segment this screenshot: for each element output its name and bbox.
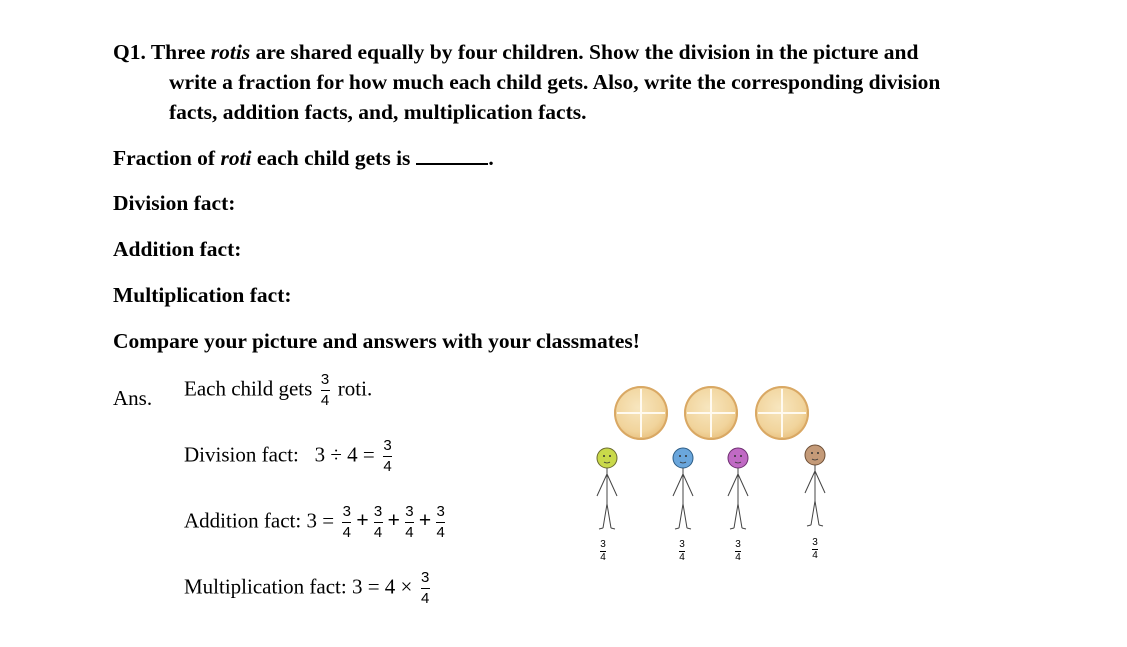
child-2-fraction xyxy=(679,540,685,563)
plus-sign: + xyxy=(387,509,400,533)
child-4-fraction xyxy=(812,538,818,561)
fraction-denominator: 4 xyxy=(373,524,383,542)
answer-each-prefix: Each child gets xyxy=(184,376,313,401)
child-4-face xyxy=(805,445,825,465)
answer-label: Ans. xyxy=(113,386,153,410)
division-prompt: Division fact: xyxy=(113,191,236,215)
answer-addition-prefix: Addition fact: 3 = xyxy=(184,508,335,533)
child-1-fraction xyxy=(600,540,606,563)
fraction-blank xyxy=(416,145,488,165)
fraction-denominator: 4 xyxy=(436,524,445,542)
fraction-prompt-end: . xyxy=(488,146,494,170)
child-fraction-numerator: 3 xyxy=(812,537,818,548)
answer-each-suffix: roti. xyxy=(337,376,373,401)
fraction-denominator: 4 xyxy=(383,458,392,476)
fraction-numerator: 3 xyxy=(420,569,430,586)
addition-term-3 xyxy=(405,504,414,541)
fraction-numerator: 3 xyxy=(320,371,330,388)
child-fraction-numerator: 3 xyxy=(735,539,741,550)
fraction-numerator: 3 xyxy=(342,503,351,520)
child-3 xyxy=(728,448,748,529)
fraction-denominator: 4 xyxy=(405,524,414,542)
child-2 xyxy=(673,448,693,529)
answer-division-expr: 3 ÷ 4 = xyxy=(314,442,375,467)
addition-term-1 xyxy=(342,504,351,541)
plus-sign: + xyxy=(356,509,369,533)
answer-division-prefix: Division fact: xyxy=(184,442,299,467)
fraction-denominator: 4 xyxy=(420,590,430,608)
child-3-fraction xyxy=(735,540,741,563)
question-text xyxy=(113,37,940,127)
answer-multiplication-fact xyxy=(184,570,433,607)
child-fraction-denominator: 4 xyxy=(679,552,685,563)
fraction-prompt-roti: roti xyxy=(220,146,252,170)
child-1-face xyxy=(597,448,617,468)
child-2-face xyxy=(673,448,693,468)
fraction-prompt-prefix: Fraction of xyxy=(113,146,221,170)
question-prefix: Q1. Three xyxy=(113,40,211,64)
fraction-numerator: 3 xyxy=(436,503,445,520)
fraction-bar xyxy=(374,522,383,523)
compare-prompt: Compare your picture and answers with your classmates! xyxy=(113,329,640,353)
answer-each-fraction xyxy=(321,372,330,409)
fraction-numerator: 3 xyxy=(373,503,383,520)
fraction-bar xyxy=(421,588,430,589)
answer-each-child xyxy=(184,372,372,409)
addition-term-2 xyxy=(374,504,383,541)
plus-sign: + xyxy=(418,509,432,533)
answer-multiplication-fraction xyxy=(421,570,430,607)
child-fraction-denominator: 4 xyxy=(812,550,818,561)
question-suffix: are shared equally by four children. Show the division in the picture and xyxy=(250,40,919,64)
child-3-face xyxy=(728,448,748,468)
fraction-bar xyxy=(342,522,351,523)
fraction-bar xyxy=(405,522,414,523)
children-figures xyxy=(585,380,845,580)
child-fraction-denominator: 4 xyxy=(600,552,606,563)
child-fraction-denominator: 4 xyxy=(735,552,741,563)
fraction-prompt xyxy=(113,145,494,171)
child-fraction-numerator: 3 xyxy=(679,539,685,550)
fraction-prompt-suffix: each child gets is xyxy=(251,146,411,170)
child-fraction-numerator: 3 xyxy=(600,539,606,550)
answer-division-fact xyxy=(184,438,395,475)
roti-sharing-illustration xyxy=(585,380,845,580)
multiplication-prompt: Multiplication fact: xyxy=(113,283,292,307)
child-4 xyxy=(805,445,825,526)
question-rotis: rotis xyxy=(210,40,251,64)
child-1 xyxy=(597,448,617,529)
fraction-bar xyxy=(321,390,330,391)
fraction-numerator: 3 xyxy=(383,437,392,454)
addition-prompt: Addition fact: xyxy=(113,237,242,261)
answer-addition-fact xyxy=(184,504,448,541)
addition-term-4 xyxy=(436,504,445,541)
fraction-bar xyxy=(383,456,392,457)
answer-division-fraction xyxy=(383,438,392,475)
fraction-denominator: 4 xyxy=(320,392,330,410)
fraction-denominator: 4 xyxy=(342,524,351,542)
question-line-3: facts, addition facts, and, multiplication facts. xyxy=(169,100,587,124)
fraction-numerator: 3 xyxy=(405,503,414,520)
question-line-2: write a fraction for how much each child gets. Also, write the corresponding division xyxy=(169,70,941,94)
question-line-1 xyxy=(113,37,940,67)
answer-multiplication-prefix: Multiplication fact: 3 = 4 × xyxy=(184,574,413,599)
fraction-bar xyxy=(436,522,445,523)
